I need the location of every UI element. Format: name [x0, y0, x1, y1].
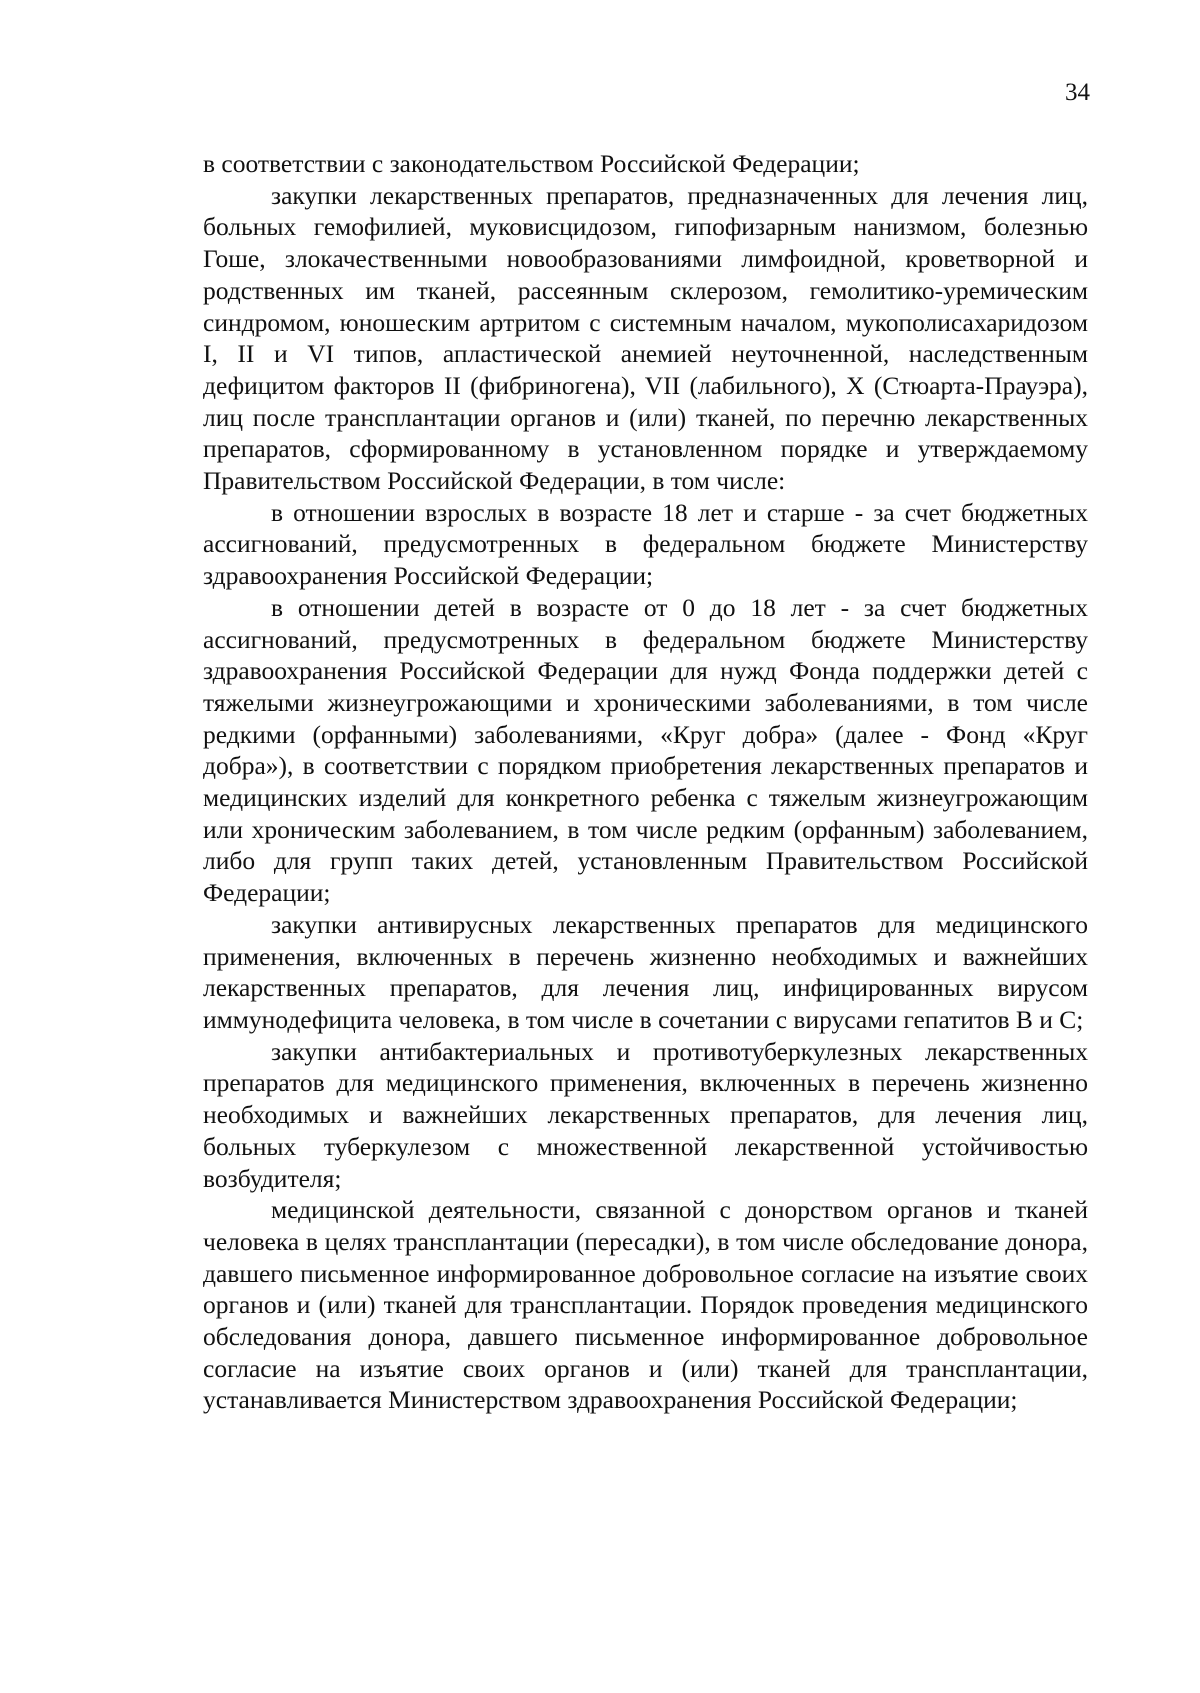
paragraph-continuation: в соответствии с законодательством Российской Федерации;	[203, 149, 860, 178]
paragraph-adults-funding: в отношении взрослых в возрасте 18 лет и старше - за счет бюджетных ассигнований, предусмотренных в федеральном бюджете Министерству здравоохранения Российской Федерации;	[203, 497, 1088, 591]
paragraph-antibacterial-drugs: закупки антибактериальных и противотуберкулезных лекарственных препаратов для медицинского применения, включенных в перечень жизненно необходимых и важнейших лекарственных препаратов, для лечения лиц, больных туберкулезом с множественной лекарственной устойчивостью возбудителя;	[203, 1036, 1088, 1193]
paragraph-antiviral-drugs: закупки антивирусных лекарственных препаратов для медицинского применения, включенных в перечень жизненно необходимых и важнейших лекарственных препаратов, для лечения лиц, инфицированных вирусом иммунодефицита человека, в том числе в сочетании с вирусами гепатитов B и C;	[203, 909, 1088, 1034]
page-number: 34	[1065, 79, 1090, 106]
paragraph-organ-donation: медицинской деятельности, связанной с донорством органов и тканей человека в целях трансплантации (пересадки), в том числе обследование донора, давшего письменное информированное добровольное согласие на изъятие своих органов и (или) тканей для трансплантации. Порядок проведения медицинского обследования донора, давшего письменное информированное добровольное согласие на изъятие своих органов и (или) тканей для трансплантации, устанавливается Министерством здравоохранения Российской Федерации;	[203, 1195, 1088, 1415]
document-body	[203, 148, 1088, 1416]
paragraph-children-funding: в отношении детей в возрасте от 0 до 18 лет - за счет бюджетных ассигнований, предусмотренных в федеральном бюджете Министерству здравоохранения Российской Федерации для нужд Фонда поддержки детей с тяжелыми жизнеугрожающими и хроническими заболеваниями, в том числе редкими (орфанными) заболеваниями, «Круг добра» (далее - Фонд «Круг добра»), в соответствии с порядком приобретения лекарственных препаратов и медицинских изделий для конкретного ребенка с тяжелым жизнеугрожающим или хроническим заболеванием, в том числе редким (орфанным) заболеванием, либо для групп таких детей, установленным Правительством Российской Федерации;	[203, 592, 1088, 908]
paragraph-drug-purchases-rare-diseases: закупки лекарственных препаратов, предназначенных для лечения лиц, больных гемофилией, муковисцидозом, гипофизарным нанизмом, болезнью Гоше, злокачественными новообразованиями лимфоидной, кроветворной и родственных им тканей, рассеянным склерозом, гемолитико-уремическим синдромом, юношеским артритом с системным началом, мукополисахаридозом I, II и VI типов, апластической анемией неуточненной, наследственным дефицитом факторов II (фибриногена), VII (лабильного), X (Стюарта-Прауэра), лиц после трансплантации органов и (или) тканей, по перечню лекарственных препаратов, сформированному в установленном порядке и утверждаемому Правительством Российской Федерации, в том числе:	[203, 180, 1088, 496]
